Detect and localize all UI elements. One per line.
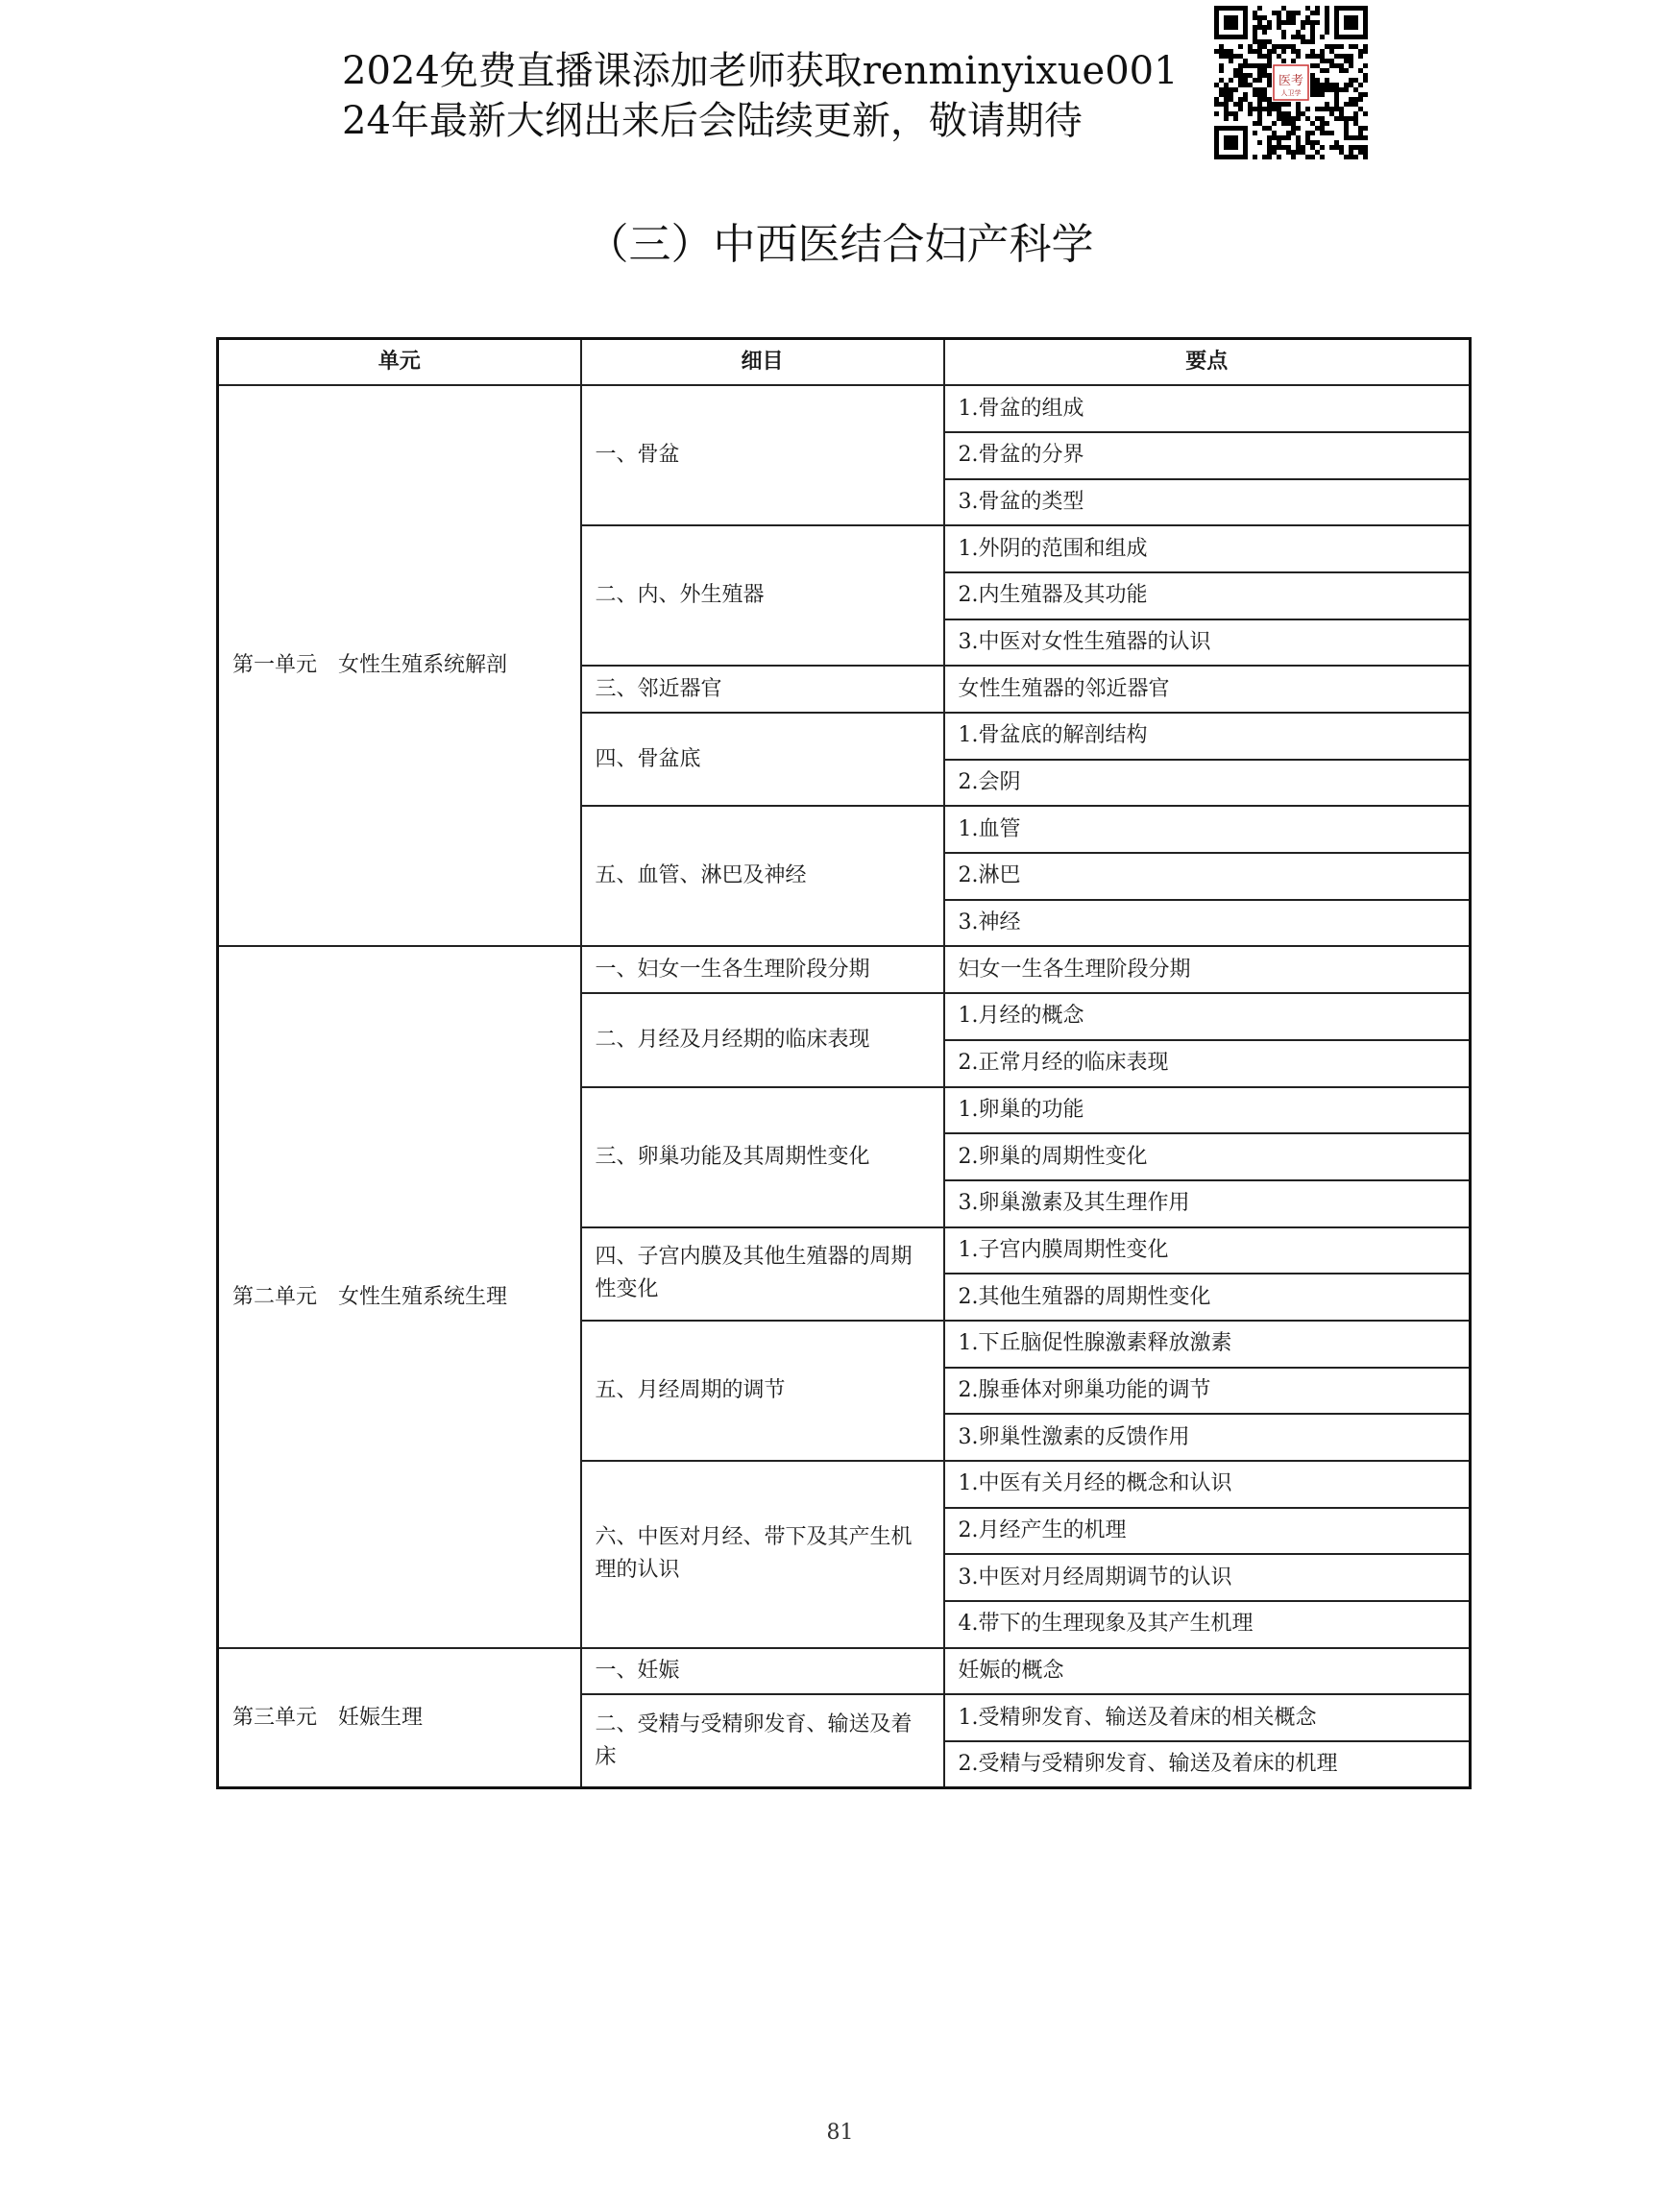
point-cell: 3.中医对女性生殖器的认识 bbox=[944, 619, 1471, 667]
qr-logo-subtext: 人卫学 bbox=[1280, 89, 1302, 97]
point-cell: 2.卵巢的周期性变化 bbox=[944, 1133, 1471, 1180]
item-cell: 五、月经周期的调节 bbox=[581, 1321, 944, 1461]
point-cell: 1.受精卵发育、输送及着床的相关概念 bbox=[944, 1694, 1471, 1741]
header-item: 细目 bbox=[581, 339, 944, 386]
item-cell: 四、骨盆底 bbox=[581, 713, 944, 806]
item-cell: 四、子宫内膜及其他生殖器的周期性变化 bbox=[581, 1227, 944, 1321]
point-cell: 4.带下的生理现象及其产生机理 bbox=[944, 1601, 1471, 1648]
item-cell: 五、血管、淋巴及神经 bbox=[581, 806, 944, 946]
point-cell: 3.骨盆的类型 bbox=[944, 479, 1471, 526]
item-cell: 三、邻近器官 bbox=[581, 666, 944, 713]
document-title: （三）中西医结合妇产科学 bbox=[586, 220, 1094, 269]
table-row bbox=[218, 946, 1471, 993]
item-cell: 一、妇女一生各生理阶段分期 bbox=[581, 946, 944, 993]
qr-code-icon bbox=[1214, 6, 1368, 159]
promo-line-1: 2024免费直播课添加老师获取renminyixue001 bbox=[342, 49, 1179, 93]
point-cell: 2.内生殖器及其功能 bbox=[944, 572, 1471, 619]
item-cell: 二、受精与受精卵发育、输送及着床 bbox=[581, 1694, 944, 1787]
point-cell: 1.中医有关月经的概念和认识 bbox=[944, 1461, 1471, 1508]
point-cell: 2.会阴 bbox=[944, 760, 1471, 807]
unit-cell: 第一单元 女性生殖系统解剖 bbox=[218, 385, 581, 946]
qr-logo-text: 医考 bbox=[1278, 74, 1304, 88]
point-cell: 2.受精与受精卵发育、输送及着床的机理 bbox=[944, 1741, 1471, 1788]
point-cell: 女性生殖器的邻近器官 bbox=[944, 666, 1471, 713]
point-cell: 2.正常月经的临床表现 bbox=[944, 1040, 1471, 1087]
point-cell: 1.子宫内膜周期性变化 bbox=[944, 1227, 1471, 1274]
point-cell: 1.月经的概念 bbox=[944, 993, 1471, 1040]
point-cell: 3.卵巢激素及其生理作用 bbox=[944, 1180, 1471, 1227]
point-cell: 1.下丘脑促性腺激素释放激素 bbox=[944, 1321, 1471, 1368]
promo-header bbox=[342, 46, 1179, 146]
item-cell: 一、妊娠 bbox=[581, 1648, 944, 1695]
point-cell: 1.卵巢的功能 bbox=[944, 1087, 1471, 1134]
unit-cell: 第二单元 女性生殖系统生理 bbox=[218, 946, 581, 1647]
point-cell: 2.骨盆的分界 bbox=[944, 432, 1471, 479]
point-cell: 2.其他生殖器的周期性变化 bbox=[944, 1274, 1471, 1321]
point-cell: 1.骨盆底的解剖结构 bbox=[944, 713, 1471, 760]
point-cell: 1.骨盆的组成 bbox=[944, 385, 1471, 432]
point-cell: 1.血管 bbox=[944, 806, 1471, 853]
point-cell: 妇女一生各生理阶段分期 bbox=[944, 946, 1471, 993]
page-number: 81 bbox=[826, 2121, 854, 2145]
point-cell: 2.腺垂体对卵巢功能的调节 bbox=[944, 1368, 1471, 1415]
table-row bbox=[218, 385, 1471, 432]
item-cell: 三、卵巢功能及其周期性变化 bbox=[581, 1087, 944, 1227]
item-cell: 二、月经及月经期的临床表现 bbox=[581, 993, 944, 1086]
promo-line-2: 24年最新大纲出来后会陆续更新，敬请期待 bbox=[342, 99, 1083, 143]
point-cell: 3.中医对月经周期调节的认识 bbox=[944, 1554, 1471, 1601]
syllabus-table bbox=[216, 337, 1472, 1789]
table-header-row bbox=[218, 339, 1471, 386]
item-cell: 六、中医对月经、带下及其产生机理的认识 bbox=[581, 1461, 944, 1648]
point-cell: 3.神经 bbox=[944, 900, 1471, 947]
header-unit: 单元 bbox=[218, 339, 581, 386]
item-cell: 二、内、外生殖器 bbox=[581, 525, 944, 666]
point-cell: 1.外阴的范围和组成 bbox=[944, 525, 1471, 572]
point-cell: 2.月经产生的机理 bbox=[944, 1508, 1471, 1555]
unit-cell: 第三单元 妊娠生理 bbox=[218, 1648, 581, 1788]
table-row bbox=[218, 1648, 1471, 1695]
point-cell: 3.卵巢性激素的反馈作用 bbox=[944, 1414, 1471, 1461]
item-cell: 一、骨盆 bbox=[581, 385, 944, 525]
header-points: 要点 bbox=[944, 339, 1471, 386]
point-cell: 2.淋巴 bbox=[944, 853, 1471, 900]
point-cell: 妊娠的概念 bbox=[944, 1648, 1471, 1695]
